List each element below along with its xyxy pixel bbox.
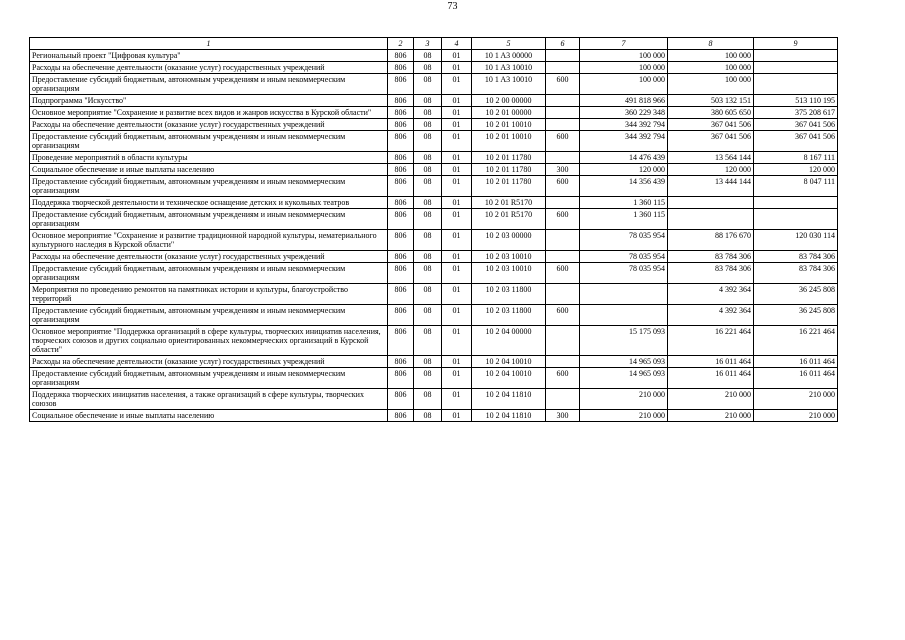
target-article: 10 1 A3 10010 — [472, 74, 546, 95]
table-row — [30, 305, 838, 326]
amount-col8: 210 000 — [668, 389, 754, 410]
table-row — [30, 263, 838, 284]
amount-col9 — [754, 62, 838, 74]
table-row — [30, 152, 838, 164]
amount-col8 — [668, 209, 754, 230]
subsection-code: 01 — [442, 284, 472, 305]
row-name: Социальное обеспечение и иные выплаты населению — [30, 410, 388, 422]
subsection-code: 01 — [442, 164, 472, 176]
subsection-code: 01 — [442, 305, 472, 326]
table-row — [30, 389, 838, 410]
row-name: Предоставление субсидий бюджетным, автономным учреждениям и иным некоммерческим организациям — [30, 131, 388, 152]
amount-col7: 210 000 — [580, 389, 668, 410]
amount-col7: 360 229 348 — [580, 107, 668, 119]
subsection-code: 01 — [442, 131, 472, 152]
target-article: 10 2 04 11810 — [472, 389, 546, 410]
table-body — [30, 50, 838, 422]
budget-table — [29, 37, 838, 422]
row-name: Предоставление субсидий бюджетным, автономным учреждениям и иным некоммерческим организациям — [30, 74, 388, 95]
amount-col9: 36 245 808 — [754, 305, 838, 326]
amount-col8: 16 011 464 — [668, 368, 754, 389]
subsection-code: 01 — [442, 152, 472, 164]
amount-col9: 16 221 464 — [754, 326, 838, 356]
amount-col7 — [580, 284, 668, 305]
amount-col9 — [754, 197, 838, 209]
section-code: 08 — [414, 389, 442, 410]
amount-col8: 100 000 — [668, 74, 754, 95]
amount-col7: 1 360 115 — [580, 197, 668, 209]
table-row — [30, 50, 838, 62]
target-article: 10 1 A3 00000 — [472, 50, 546, 62]
ministry-code: 806 — [388, 95, 414, 107]
amount-col8: 367 041 506 — [668, 131, 754, 152]
amount-col9: 513 110 195 — [754, 95, 838, 107]
subsection-code: 01 — [442, 263, 472, 284]
amount-col8: 4 392 364 — [668, 284, 754, 305]
amount-col9: 375 208 617 — [754, 107, 838, 119]
ministry-code: 806 — [388, 50, 414, 62]
expense-type — [546, 356, 580, 368]
section-code: 08 — [414, 368, 442, 389]
ministry-code: 806 — [388, 410, 414, 422]
ministry-code: 806 — [388, 197, 414, 209]
amount-col8: 503 132 151 — [668, 95, 754, 107]
amount-col8: 83 784 306 — [668, 263, 754, 284]
section-code: 08 — [414, 164, 442, 176]
table-row — [30, 410, 838, 422]
target-article: 10 2 01 11780 — [472, 152, 546, 164]
expense-type: 600 — [546, 368, 580, 389]
section-code: 08 — [414, 410, 442, 422]
amount-col8: 120 000 — [668, 164, 754, 176]
amount-col7: 78 035 954 — [580, 263, 668, 284]
expense-type: 600 — [546, 263, 580, 284]
ministry-code: 806 — [388, 107, 414, 119]
amount-col9 — [754, 50, 838, 62]
column-number: 9 — [754, 38, 838, 50]
amount-col8: 367 041 506 — [668, 119, 754, 131]
table-row — [30, 197, 838, 209]
table-row — [30, 131, 838, 152]
target-article: 10 2 01 R5170 — [472, 197, 546, 209]
amount-col9: 16 011 464 — [754, 356, 838, 368]
row-name: Предоставление субсидий бюджетным, автономным учреждениям и иным некоммерческим организациям — [30, 368, 388, 389]
amount-col8: 13 564 144 — [668, 152, 754, 164]
subsection-code: 01 — [442, 176, 472, 197]
subsection-code: 01 — [442, 95, 472, 107]
expense-type — [546, 107, 580, 119]
row-name: Предоставление субсидий бюджетным, автономным учреждениям и иным некоммерческим организациям — [30, 305, 388, 326]
amount-col7: 14 965 093 — [580, 368, 668, 389]
target-article: 10 2 04 10010 — [472, 368, 546, 389]
subsection-code: 01 — [442, 230, 472, 251]
row-name: Подпрограмма "Искусство" — [30, 95, 388, 107]
expense-type — [546, 389, 580, 410]
ministry-code: 806 — [388, 263, 414, 284]
amount-col7: 491 818 966 — [580, 95, 668, 107]
subsection-code: 01 — [442, 251, 472, 263]
amount-col7: 15 175 093 — [580, 326, 668, 356]
amount-col7: 100 000 — [580, 62, 668, 74]
section-code: 08 — [414, 74, 442, 95]
target-article: 10 2 01 10010 — [472, 131, 546, 152]
amount-col9 — [754, 209, 838, 230]
amount-col7: 1 360 115 — [580, 209, 668, 230]
amount-col7: 78 035 954 — [580, 251, 668, 263]
section-code: 08 — [414, 326, 442, 356]
ministry-code: 806 — [388, 284, 414, 305]
table-row — [30, 326, 838, 356]
amount-col9: 210 000 — [754, 389, 838, 410]
row-name: Основное мероприятие "Поддержка организаций в сфере культуры, творческих инициатив населения, творческих союзов и других социально ориентированных некоммерческих организаций в Курской области" — [30, 326, 388, 356]
row-name: Социальное обеспечение и иные выплаты населению — [30, 164, 388, 176]
target-article: 10 2 01 11780 — [472, 164, 546, 176]
subsection-code: 01 — [442, 368, 472, 389]
subsection-code: 01 — [442, 356, 472, 368]
ministry-code: 806 — [388, 230, 414, 251]
section-code: 08 — [414, 356, 442, 368]
column-number: 3 — [414, 38, 442, 50]
column-number: 2 — [388, 38, 414, 50]
ministry-code: 806 — [388, 131, 414, 152]
section-code: 08 — [414, 305, 442, 326]
expense-type: 600 — [546, 209, 580, 230]
amount-col8: 16 221 464 — [668, 326, 754, 356]
expense-type — [546, 119, 580, 131]
ministry-code: 806 — [388, 368, 414, 389]
target-article: 10 2 00 00000 — [472, 95, 546, 107]
expense-type: 300 — [546, 164, 580, 176]
subsection-code: 01 — [442, 389, 472, 410]
target-article: 10 2 03 11800 — [472, 284, 546, 305]
ministry-code: 806 — [388, 356, 414, 368]
expense-type — [546, 197, 580, 209]
table-row — [30, 164, 838, 176]
section-code: 08 — [414, 107, 442, 119]
ministry-code: 806 — [388, 209, 414, 230]
ministry-code: 806 — [388, 176, 414, 197]
row-name: Поддержка творческой деятельности и техническое оснащение детских и кукольных театров — [30, 197, 388, 209]
amount-col9 — [754, 74, 838, 95]
target-article: 10 2 04 11810 — [472, 410, 546, 422]
amount-col8: 16 011 464 — [668, 356, 754, 368]
amount-col9: 16 011 464 — [754, 368, 838, 389]
row-name: Предоставление субсидий бюджетным, автономным учреждениям и иным некоммерческим организациям — [30, 176, 388, 197]
column-number: 7 — [580, 38, 668, 50]
section-code: 08 — [414, 209, 442, 230]
amount-col9: 83 784 306 — [754, 251, 838, 263]
table-row — [30, 209, 838, 230]
target-article: 10 2 04 00000 — [472, 326, 546, 356]
amount-col8: 88 176 670 — [668, 230, 754, 251]
expense-type — [546, 251, 580, 263]
section-code: 08 — [414, 197, 442, 209]
amount-col7: 100 000 — [580, 50, 668, 62]
row-name: Основное мероприятие "Сохранение и развитие традиционной народной культуры, нематериального культурного наследия в Курской области" — [30, 230, 388, 251]
amount-col7: 344 392 794 — [580, 131, 668, 152]
subsection-code: 01 — [442, 50, 472, 62]
amount-col9: 367 041 506 — [754, 119, 838, 131]
expense-type: 600 — [546, 176, 580, 197]
amount-col9: 8 167 111 — [754, 152, 838, 164]
target-article: 10 2 03 10010 — [472, 251, 546, 263]
amount-col8: 210 000 — [668, 410, 754, 422]
subsection-code: 01 — [442, 209, 472, 230]
expense-type — [546, 152, 580, 164]
amount-col9: 120 000 — [754, 164, 838, 176]
amount-col7: 120 000 — [580, 164, 668, 176]
amount-col7: 344 392 794 — [580, 119, 668, 131]
target-article: 10 2 01 10010 — [472, 119, 546, 131]
amount-col7: 14 965 093 — [580, 356, 668, 368]
row-name: Расходы на обеспечение деятельности (оказание услуг) государственных учреждений — [30, 356, 388, 368]
amount-col9: 120 030 114 — [754, 230, 838, 251]
amount-col8: 83 784 306 — [668, 251, 754, 263]
table-row — [30, 74, 838, 95]
expense-type: 600 — [546, 131, 580, 152]
expense-type — [546, 95, 580, 107]
target-article: 10 2 03 11800 — [472, 305, 546, 326]
ministry-code: 806 — [388, 152, 414, 164]
ministry-code: 806 — [388, 62, 414, 74]
subsection-code: 01 — [442, 107, 472, 119]
expense-type: 600 — [546, 305, 580, 326]
subsection-code: 01 — [442, 326, 472, 356]
subsection-code: 01 — [442, 119, 472, 131]
table-row — [30, 284, 838, 305]
section-code: 08 — [414, 284, 442, 305]
column-number: 4 — [442, 38, 472, 50]
amount-col7: 210 000 — [580, 410, 668, 422]
expense-type — [546, 326, 580, 356]
ministry-code: 806 — [388, 326, 414, 356]
row-name: Основное мероприятие "Сохранение и развитие всех видов и жанров искусства в Курской области" — [30, 107, 388, 119]
table-row — [30, 119, 838, 131]
amount-col9: 210 000 — [754, 410, 838, 422]
target-article: 10 2 01 00000 — [472, 107, 546, 119]
row-name: Предоставление субсидий бюджетным, автономным учреждениям и иным некоммерческим организациям — [30, 263, 388, 284]
section-code: 08 — [414, 251, 442, 263]
row-name: Проведение мероприятий в области культуры — [30, 152, 388, 164]
row-name: Региональный проект "Цифровая культура" — [30, 50, 388, 62]
table-row — [30, 251, 838, 263]
expense-type: 300 — [546, 410, 580, 422]
amount-col7: 14 476 439 — [580, 152, 668, 164]
section-code: 08 — [414, 176, 442, 197]
row-name: Расходы на обеспечение деятельности (оказание услуг) государственных учреждений — [30, 62, 388, 74]
table-row — [30, 230, 838, 251]
section-code: 08 — [414, 62, 442, 74]
subsection-code: 01 — [442, 197, 472, 209]
amount-col8: 100 000 — [668, 50, 754, 62]
table-row — [30, 368, 838, 389]
amount-col9: 367 041 506 — [754, 131, 838, 152]
target-article: 10 2 03 10010 — [472, 263, 546, 284]
section-code: 08 — [414, 152, 442, 164]
column-number-row — [30, 38, 838, 50]
row-name: Предоставление субсидий бюджетным, автономным учреждениям и иным некоммерческим организациям — [30, 209, 388, 230]
amount-col7: 14 356 439 — [580, 176, 668, 197]
section-code: 08 — [414, 131, 442, 152]
subsection-code: 01 — [442, 62, 472, 74]
expense-type — [546, 230, 580, 251]
section-code: 08 — [414, 119, 442, 131]
amount-col9: 8 047 111 — [754, 176, 838, 197]
target-article: 10 2 04 10010 — [472, 356, 546, 368]
section-code: 08 — [414, 263, 442, 284]
row-name: Расходы на обеспечение деятельности (оказание услуг) государственных учреждений — [30, 119, 388, 131]
row-name: Расходы на обеспечение деятельности (оказание услуг) государственных учреждений — [30, 251, 388, 263]
ministry-code: 806 — [388, 389, 414, 410]
amount-col7: 78 035 954 — [580, 230, 668, 251]
ministry-code: 806 — [388, 119, 414, 131]
table-row — [30, 107, 838, 119]
subsection-code: 01 — [442, 410, 472, 422]
column-number: 5 — [472, 38, 546, 50]
amount-col8: 13 444 144 — [668, 176, 754, 197]
section-code: 08 — [414, 50, 442, 62]
target-article: 10 2 01 11780 — [472, 176, 546, 197]
target-article: 10 2 01 R5170 — [472, 209, 546, 230]
amount-col9: 36 245 808 — [754, 284, 838, 305]
amount-col8: 100 000 — [668, 62, 754, 74]
column-number: 1 — [30, 38, 388, 50]
amount-col8: 4 392 364 — [668, 305, 754, 326]
table-row — [30, 62, 838, 74]
table-row — [30, 95, 838, 107]
expense-type — [546, 284, 580, 305]
amount-col8: 380 605 650 — [668, 107, 754, 119]
column-number: 8 — [668, 38, 754, 50]
expense-type: 600 — [546, 74, 580, 95]
expense-type — [546, 62, 580, 74]
expense-type — [546, 50, 580, 62]
row-name: Мероприятия по проведению ремонтов на памятниках истории и культуры, благоустройство территорий — [30, 284, 388, 305]
subsection-code: 01 — [442, 74, 472, 95]
section-code: 08 — [414, 230, 442, 251]
amount-col7: 100 000 — [580, 74, 668, 95]
target-article: 10 1 A3 10010 — [472, 62, 546, 74]
section-code: 08 — [414, 95, 442, 107]
ministry-code: 806 — [388, 164, 414, 176]
ministry-code: 806 — [388, 251, 414, 263]
amount-col8 — [668, 197, 754, 209]
target-article: 10 2 03 00000 — [472, 230, 546, 251]
ministry-code: 806 — [388, 305, 414, 326]
ministry-code: 806 — [388, 74, 414, 95]
row-name: Поддержка творческих инициатив населения, а также организаций в сфере культуры, творческих союзов — [30, 389, 388, 410]
table-row — [30, 176, 838, 197]
amount-col7 — [580, 305, 668, 326]
amount-col9: 83 784 306 — [754, 263, 838, 284]
column-number: 6 — [546, 38, 580, 50]
table-row — [30, 356, 838, 368]
page-number: 73 — [447, 1, 458, 12]
